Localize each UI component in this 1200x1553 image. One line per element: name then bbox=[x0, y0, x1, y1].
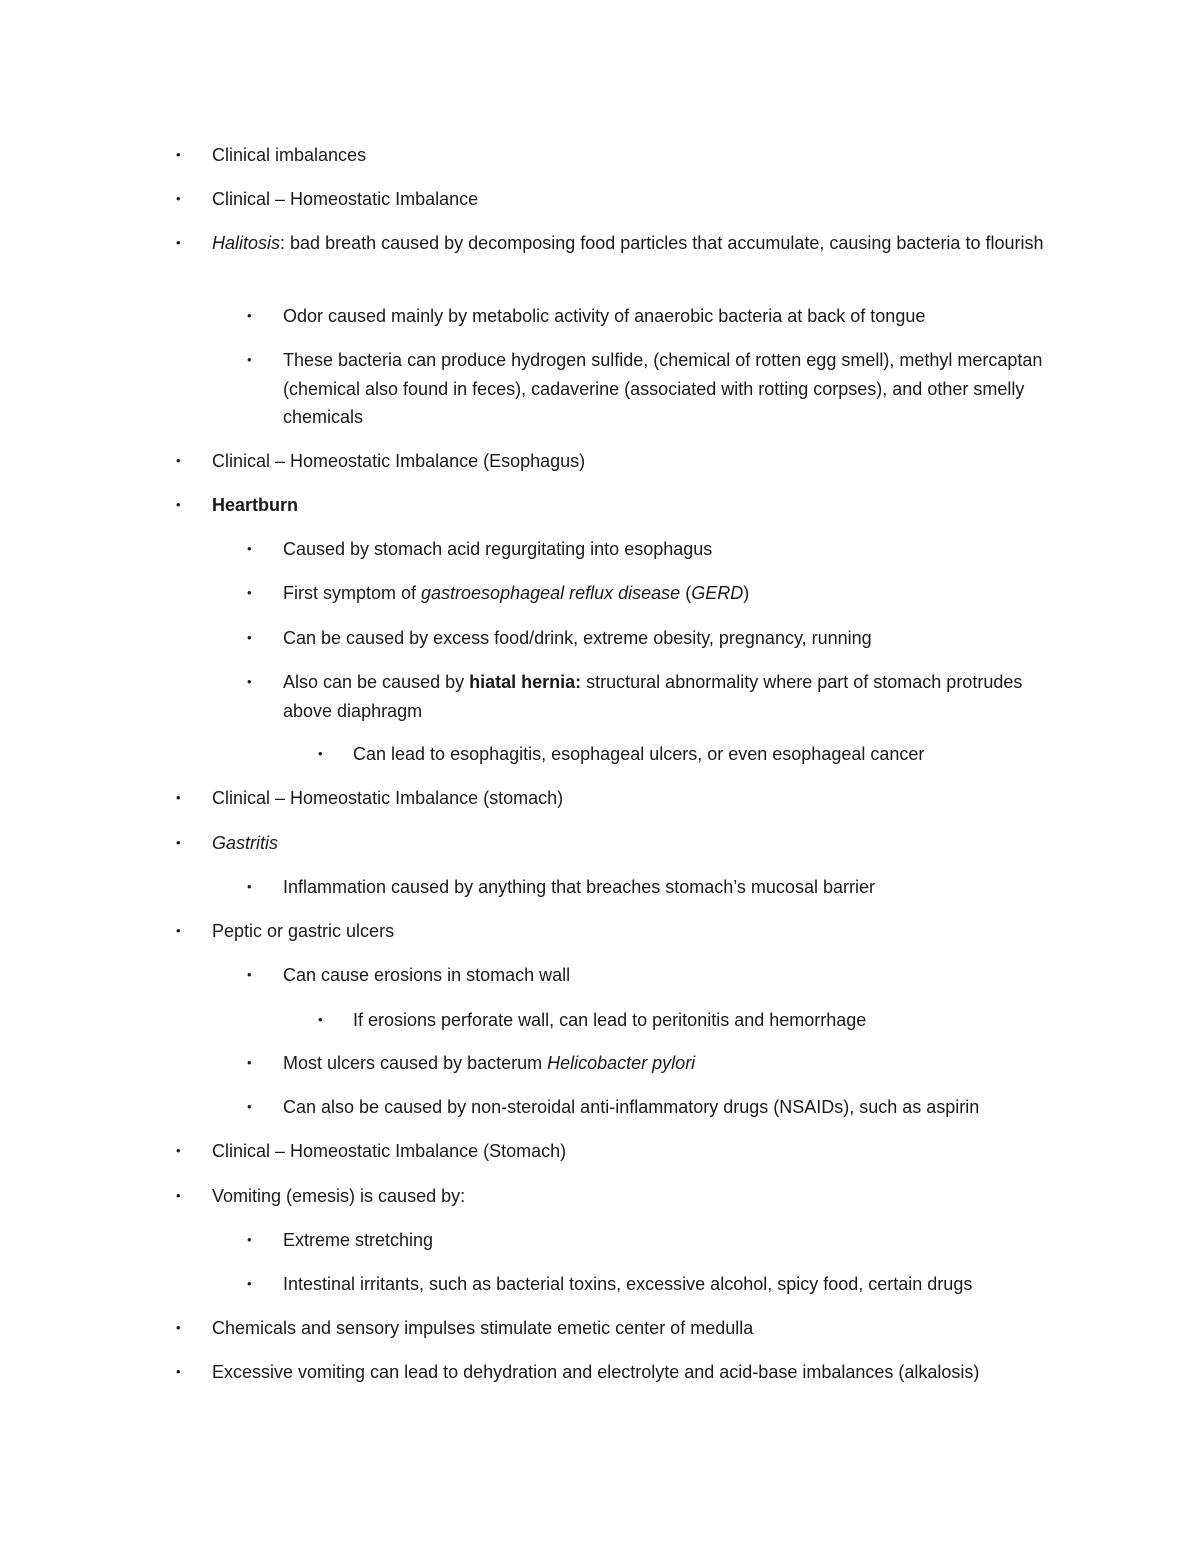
bullet-icon: • bbox=[176, 235, 181, 250]
term-halitosis: Halitosis bbox=[212, 233, 281, 253]
bullet-icon: • bbox=[247, 1276, 252, 1291]
bullet-icon: • bbox=[176, 147, 181, 162]
list-item-text: Clinical – Homeostatic Imbalance (Stomach) bbox=[212, 1141, 567, 1161]
term-hiatal-hernia: hiatal hernia: bbox=[469, 672, 582, 692]
bullet-icon: • bbox=[247, 541, 252, 556]
list-item-text: Can cause erosions in stomach wall bbox=[283, 965, 571, 985]
list-item-text: Can lead to esophagitis, esophageal ulcers, or even esophageal cancer bbox=[353, 744, 925, 764]
bullet-icon: • bbox=[247, 674, 252, 689]
bullet-icon: • bbox=[176, 1320, 181, 1335]
list-item-text: Caused by stomach acid regurgitating into esophagus bbox=[283, 539, 713, 559]
list-item-text: Intestinal irritants, such as bacterial toxins, excessive alcohol, spicy food, certain drugs bbox=[283, 1274, 973, 1294]
list-item-text: If erosions perforate wall, can lead to peritonitis and hemorrhage bbox=[353, 1010, 867, 1030]
list-item-text: These bacteria can produce hydrogen sulfide, (chemical of rotten egg smell), methyl mercaptan (chemical also found in feces), cadaverine (associated with rotting corpses), and other smelly chemicals bbox=[283, 350, 1043, 427]
bullet-icon: • bbox=[247, 967, 252, 982]
text-part: ) bbox=[743, 583, 750, 603]
bullet-icon: • bbox=[176, 1188, 181, 1203]
list-item-text: Vomiting (emesis) is caused by: bbox=[212, 1186, 466, 1206]
list-item-text bbox=[212, 229, 1072, 258]
list-item-text: Excessive vomiting can lead to dehydration and electrolyte and acid-base imbalances (alkalosis) bbox=[212, 1362, 980, 1382]
list-item-text: Heartburn bbox=[212, 495, 299, 515]
bullet-icon: • bbox=[176, 1364, 181, 1379]
bullet-icon: • bbox=[318, 1012, 323, 1027]
list-item-text bbox=[283, 579, 1063, 608]
list-item-text: Chemicals and sensory impulses stimulate emetic center of medulla bbox=[212, 1318, 754, 1338]
bullet-icon: • bbox=[247, 630, 252, 645]
text-part: First symptom of bbox=[283, 583, 422, 603]
list-item-text: Clinical – Homeostatic Imbalance (stomach) bbox=[212, 788, 564, 808]
list-item-text bbox=[283, 668, 1063, 725]
bullet-icon: • bbox=[176, 790, 181, 805]
list-item-text: Gastritis bbox=[212, 833, 279, 853]
bullet-icon: • bbox=[176, 453, 181, 468]
bullet-icon: • bbox=[247, 308, 252, 323]
text-part: Most ulcers caused by bacterum bbox=[283, 1053, 548, 1073]
bullet-icon: • bbox=[176, 923, 181, 938]
list-item-text: Clinical – Homeostatic Imbalance bbox=[212, 189, 479, 209]
bullet-icon: • bbox=[247, 879, 252, 894]
term-h-pylori: Helicobacter pylori bbox=[547, 1053, 696, 1073]
definition-text: : bad breath caused by decomposing food particles that accumulate, causing bacteria to flourish bbox=[280, 233, 1044, 253]
text-part: structural abnormality where part of stomach protrudes above diaphragm bbox=[283, 672, 1023, 721]
bullet-icon: • bbox=[176, 191, 181, 206]
text-part: ( bbox=[680, 583, 692, 603]
term-gerd: GERD bbox=[691, 583, 744, 603]
list-item-text: Odor caused mainly by metabolic activity of anaerobic bacteria at back of tongue bbox=[283, 306, 926, 326]
list-item-text: Can also be caused by non-steroidal anti-inflammatory drugs (NSAIDs), such as aspirin bbox=[283, 1097, 980, 1117]
bullet-icon: • bbox=[247, 1232, 252, 1247]
text-part: Also can be caused by bbox=[283, 672, 470, 692]
list-item-text: Clinical imbalances bbox=[212, 145, 367, 165]
list-item-text bbox=[283, 1049, 1063, 1078]
list-item-text: Peptic or gastric ulcers bbox=[212, 921, 395, 941]
list-item-text: Extreme stretching bbox=[283, 1230, 434, 1250]
term-gerd-full: gastroesophageal reflux disease bbox=[421, 583, 681, 603]
list-item-text: Can be caused by excess food/drink, extreme obesity, pregnancy, running bbox=[283, 628, 872, 648]
bullet-icon: • bbox=[176, 835, 181, 850]
list-item-text: Clinical – Homeostatic Imbalance (Esophagus) bbox=[212, 451, 586, 471]
bullet-icon: • bbox=[247, 1055, 252, 1070]
bullet-icon: • bbox=[247, 1099, 252, 1114]
bullet-icon: • bbox=[247, 352, 252, 367]
bullet-icon: • bbox=[176, 497, 181, 512]
list-item-text: Inflammation caused by anything that breaches stomach’s mucosal barrier bbox=[283, 877, 875, 897]
bullet-icon: • bbox=[176, 1143, 181, 1158]
bullet-icon: • bbox=[247, 585, 252, 600]
bullet-icon: • bbox=[318, 746, 323, 761]
